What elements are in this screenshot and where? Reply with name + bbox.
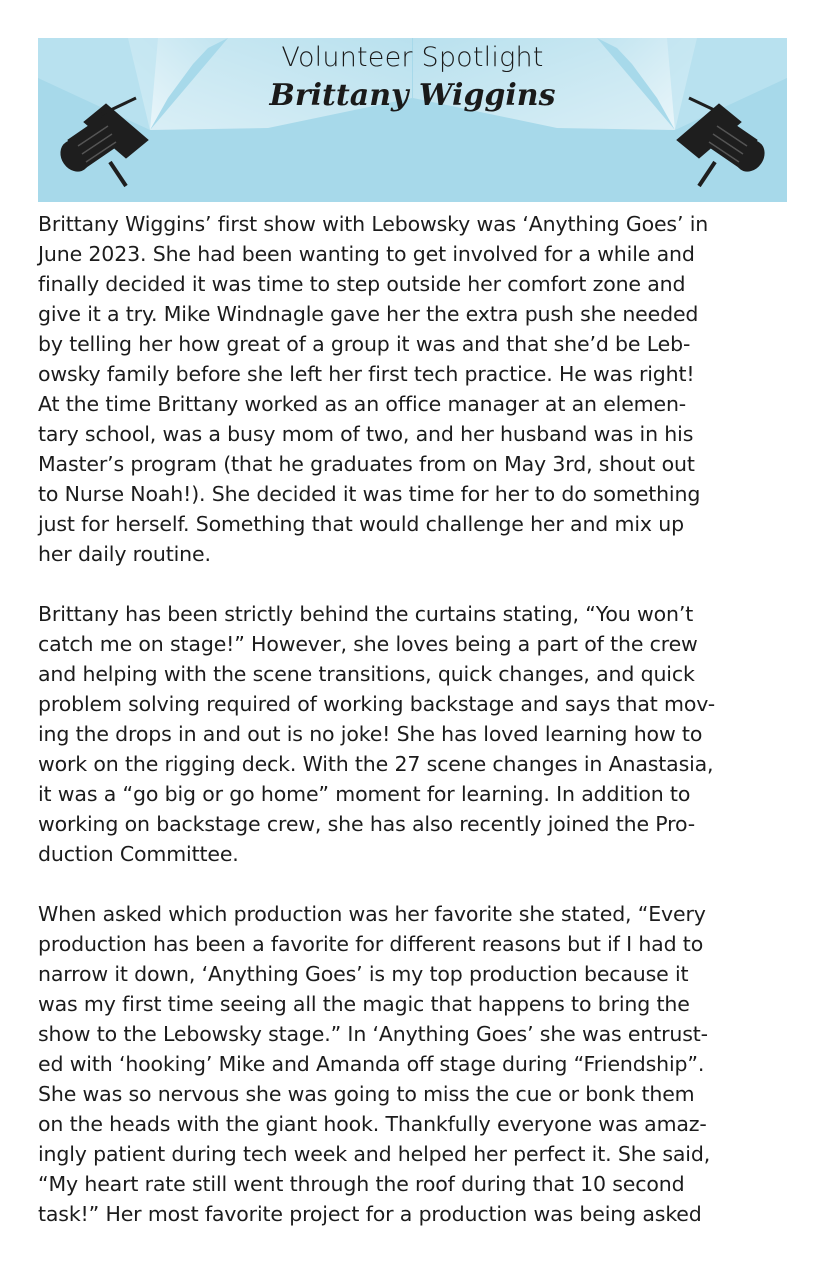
article-paragraph: When asked which production was her favorite she stated, “Every production has been a favorite for different reasons but if I had to narrow it down, ‘Anything Goes’ is my top production because it was my first time seeing all the magic that happens to bring the show to the Lebowsky stage.” In ‘Anything Goes’ she was entrust- ed with ‘hooking’ Mike and Amanda off stage during “Friendship”. She was so nervous she was going to miss the cue or bonk them on the heads with the giant hook. Thankfully everyone was amaz- ingly patient during tech week and helped her perfect it. She said, “My heart rate still went through the roof during that 10 second task!” Her most favorite project for a production was being asked: [38, 902, 711, 1226]
stage-spotlight-icon: [657, 96, 777, 196]
spotlight-banner: [38, 38, 787, 202]
volunteer-name: Brittany Wiggins: [269, 78, 556, 113]
article-body: [38, 209, 790, 1259]
stage-spotlight-icon: [48, 96, 168, 196]
article-paragraph: Brittany Wiggins’ first show with Lebowsky was ‘Anything Goes’ in June 2023. She had been wanting to get involved for a while and finally decided it was time to step outside her comfort zone and give it a try. Mike Windnagle gave her the extra push she needed by telling her how great of a group it was and that she’d be Leb- owsky family before she left her first tech practice. He was right! At the time Brittany worked as an office manager at an elemen- tary school, was a busy mom of two, and her husband was in his Master’s program (that he graduates from on May 3rd, shout out to Nurse Noah!). She decided it was time for her to do something just for herself. Something that would challenge her and mix up her daily routine.: [38, 212, 709, 566]
article-paragraph: Brittany has been strictly behind the curtains stating, “You won’t catch me on stage!” However, she loves being a part of the crew and helping with the scene transitions, quick changes, and quick problem solving required of working backstage and says that mov- ing the drops in and out is no joke! She has loved learning how to work on the rigging deck. With the 27 scene changes in Anastasia, it was a “go big or go home” moment for learning. In addition to working on backstage crew, she has also recently joined the Pro- duction Committee.: [38, 602, 715, 866]
banner-title: Volunteer Spotlight: [281, 42, 544, 73]
